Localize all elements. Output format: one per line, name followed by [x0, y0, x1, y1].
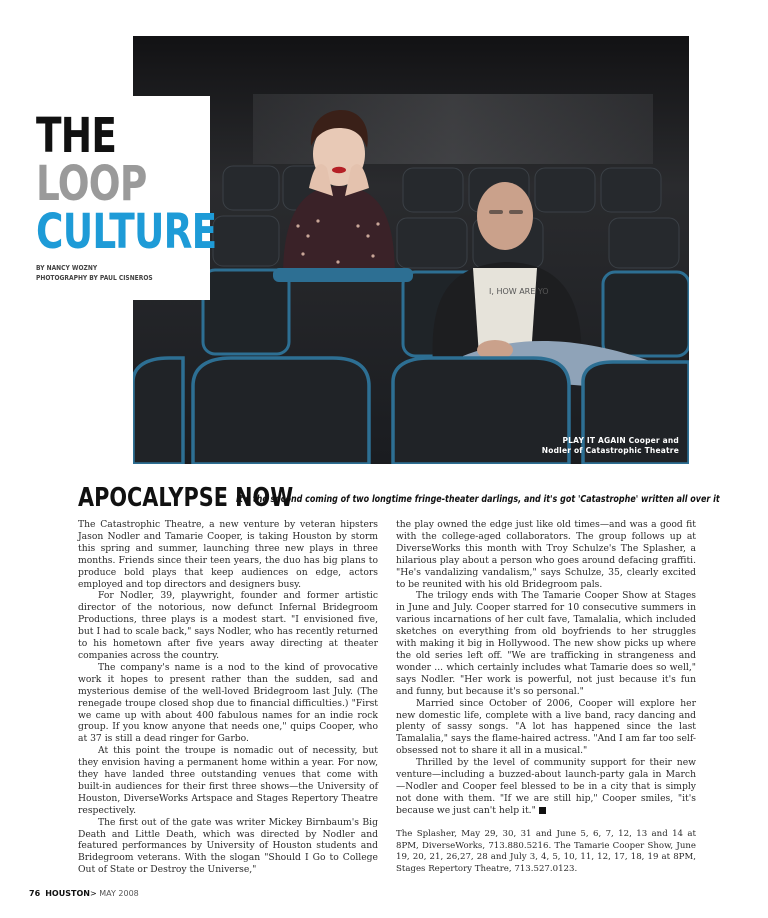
- caption-lead: PLAY IT AGAIN: [562, 436, 626, 445]
- title-line-3: CULTURE: [36, 204, 217, 260]
- page-number: 76: [29, 889, 41, 898]
- paragraph: The Catastrophic Theatre, a new venture by veteran hipsters Jason Nodler and Tamarie Cooper, is taking Houston by storm this spring and summer, launching three new plays in three months. Friends since their teen years, the duo has big plans to produce bold plays that keep audiences on edge, actors employed and top directors and designers busy.: [78, 519, 378, 590]
- caption-text-1: Cooper and: [628, 436, 679, 445]
- shirt-print-text: I, HOW ARE YO: [489, 287, 549, 296]
- article-dek: It's the second coming of two longtime fringe-theater darlings, and it's got 'Catastrophe' written all over it: [236, 494, 720, 505]
- body-column-2: [396, 519, 696, 876]
- photo-credit: PHOTOGRAPHY BY PAUL CISNEROS: [36, 274, 153, 282]
- paragraph: the play owned the edge just like old times—and was a good fit with the college-aged collaborators. The group follows up at DiverseWorks this month with Troy Schulze's The Splasher, a hilarious play about a person who goes around defacing graffiti. "He's vandalizing vandalism," says Schulze, 35, clearly excited to be reunited with his old Bridegroom pals.: [396, 519, 696, 590]
- paragraph: The first out of the gate was writer Mickey Birnbaum's Big Death and Little Death, which was directed by Nodler and featured performances by University of Houston students and Bridegroom veterans. With the slogan "Should I Go to College Out of State or Destroy the Universe,": [78, 816, 378, 876]
- caption-text-2: Nodler of Catastrophic Theatre: [541, 446, 679, 455]
- paragraph: Married since October of 2006, Cooper will explore her new domestic life, complete with a live band, racy dancing and plenty of sassy songs. "A lot has happened since the last Tamalalia," says the flame-haired actress. "And I am far too self-obsessed not to share it all in a musical.": [396, 697, 696, 757]
- magazine-name: HOUSTON: [45, 889, 90, 898]
- body-column-1: [78, 519, 378, 876]
- event-listings: The Splasher, May 29, 30, 31 and June 5, 6, 7, 12, 13 and 14 at 8PM, DiverseWorks, 713.880.5216. The Tamarie Cooper Show, June 19, 20, 21, 26,27, 28 and July 3, 4, 5, 10, 11, 12, 17, 18, 19 at 8PM, Stages Repertory Theatre, 713.527.0123.: [396, 828, 696, 875]
- paragraph: At this point the troupe is nomadic out of necessity, but they envision having a permanent home within a year. For now, they have landed three outstanding venues that come with built-in audiences for their first three shows—the University of Houston, DiverseWorks Artspace and Stages Repertory Theatre respectively.: [78, 745, 378, 816]
- paragraph-final: [396, 757, 696, 817]
- article-headline: APOCALYPSE NOW: [78, 483, 294, 513]
- paragraph: For Nodler, 39, playwright, founder and former artistic director of the notorious, now defunct Infernal Bridegroom Productions, three plays is a modest start. "I envisioned five, but I had to scale back," says Nodler, who has recently returned to his hometown after five years away directing at theater companies across the country.: [78, 590, 378, 661]
- paragraph: The trilogy ends with The Tamarie Cooper Show at Stages in June and July. Cooper starred for 10 consecutive summers in various incarnations of her cult fave, Tamalalia, which included sketches on everything from old boyfriends to her struggles with making it big in Hollywood. The new show picks up where the old series left off. "We are trafficking in strangeness and wonder ... which certainly includes what Tamarie does so well," says Nodler. "Her work is powerful, not just because it's fun and funny, but because it's so personal.": [396, 590, 696, 697]
- photo-caption: [542, 436, 679, 456]
- folio-separator: >: [89, 889, 97, 898]
- paragraph: The company's name is a nod to the kind of provocative work it hopes to present rather than the sudden, sad and mysterious demise of the well-loved Bridegroom last July. (The renegade troupe closed shop due to financial difficulties.) "First we came up with about 400 fabulous names for an indie rock group. If you know anyone that needs one," quips Cooper, who at 37 is still a dead ringer for Garbo.: [78, 661, 378, 745]
- title-line-2: LOOP: [36, 156, 147, 212]
- page-folio: [29, 889, 139, 898]
- issue-month: MAY 2008: [99, 889, 139, 898]
- title-line-1: THE: [36, 108, 117, 164]
- paragraph-final-text: Thrilled by the level of community support for their new venture—including a buzzed-about launch-party gala in March—Nodler and Cooper feel blessed to be in a city that is simply not done with them. "If we are still hip," Cooper smiles, "it's because we just can't help it.": [396, 757, 696, 816]
- end-mark-icon: [539, 807, 546, 814]
- author-byline: BY NANCY WOZNY: [36, 264, 98, 272]
- title-box: [24, 96, 217, 300]
- headline-row: [78, 483, 720, 513]
